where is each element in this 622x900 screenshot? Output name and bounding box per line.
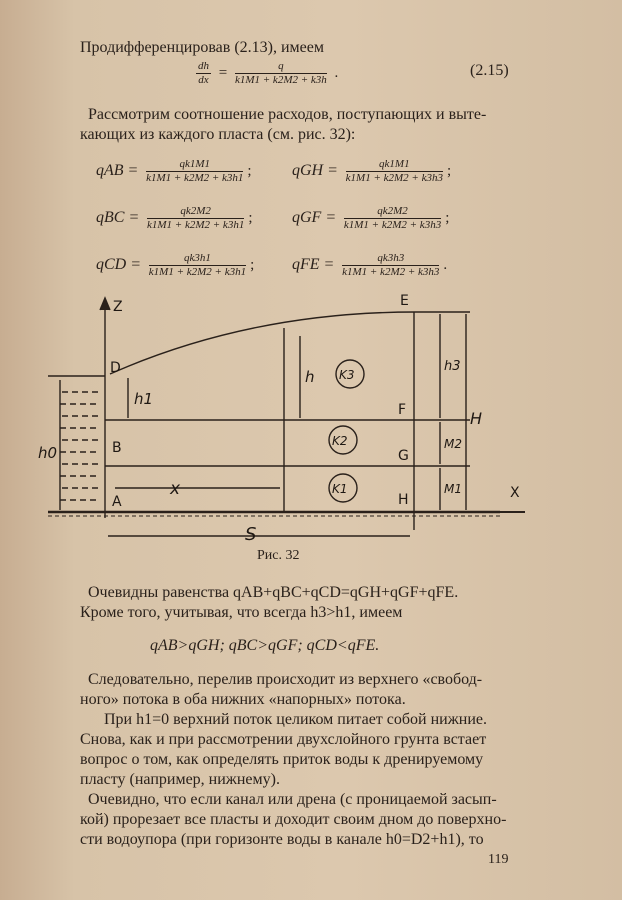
dim-s: S [245,524,257,545]
eq-qgf: qGF = $\frac{qk2M2}{k1M1 + k2M2 + k3h3}$ ; [292,205,450,231]
z-axis-label: Z [113,299,123,315]
point-h: H [398,492,409,508]
text-line-4: Очевидны равенства qAB+qBC+qCD=qGH+qGF+qFE. [88,584,459,601]
layer-k2: K2 [332,434,348,448]
point-f: F [398,402,407,418]
eq-qbc: qBC = $\frac{qk2M2}{k1M1 + k2M2 + k3h1}$ ; [96,205,253,231]
text-line-14: кой) прорезает все пласты и доходит своим дном до поверхно- [80,811,507,828]
point-a: A [112,494,122,510]
point-g: G [398,448,409,464]
text-line-3: кающих из каждого пласта (см. рис. 32): [80,126,356,143]
text-line-7: Следовательно, перелив происходит из верхнего «свобод- [88,671,483,688]
text-line-9: При h1=0 верхний поток целиком питает собой нижние. [104,711,488,728]
point-b: B [112,440,122,456]
eq-qgh: qGH = $\frac{qk1M1}{k1M1 + k2M2 + k3h3}$ ; [292,158,452,184]
text-line-10: Снова, как и при рассмотрении двухслойного грунта встает [80,731,487,748]
layer-k1: K1 [332,482,348,496]
dh-dx-fraction: $\frac{dh}{dx}$ [198,60,209,86]
figure-caption: Рис. 32 [257,548,300,563]
dim-h1: h1 [134,390,154,408]
dim-h: h [305,368,315,386]
text-line-5: Кроме того, учитывая, что всегда h3>h1, имеем [80,604,403,621]
dim-x: x [170,479,181,499]
text-line-11: вопрос о том, как определять приток воды к дренируемому [80,751,484,768]
equation-2-15: $\frac{dh}{dx}$ = $\frac{q}{k1M1 + k2M2 + k3h}$ . [198,60,339,86]
text-line-2: Рассмотрим соотношение расходов, поступающих и выте- [88,106,487,123]
rhs-fraction: $\frac{q}{k1M1 + k2M2 + k3h}$ [234,60,327,86]
text-line-13: Очевидно, что если канал или дрена (с проницаемой засып- [88,791,497,808]
text-line-12: пласту (например, нижнему). [80,771,280,788]
inequalities: qAB>qGH; qBC>qGF; qCD<qFE. [150,637,380,654]
page-number: 119 [488,852,509,867]
eq-qab: qAB = $\frac{qk1M1}{k1M1 + k2M2 + k3h1}$ ; [96,158,252,184]
equation-number: (2.15) [470,62,509,79]
x-axis-label: X [510,485,520,501]
dim-H: H [470,409,483,428]
dim-m2: M2 [444,437,462,451]
eq-qcd: qCD = $\frac{qk3h1}{k1M1 + k2M2 + k3h1}$ ; [96,252,255,278]
layer-k3: K3 [339,368,355,382]
dim-h3: h3 [444,359,461,374]
text-line-8: ного» потока в оба нижних «напорных» потока. [80,691,406,708]
dim-m1: M1 [444,482,462,496]
eq-qfe: qFE = $\frac{qk3h3}{k1M1 + k2M2 + k3h3}$ . [292,252,448,278]
point-e: E [400,293,409,309]
text-line-15: сти водоупора (при горизонте воды в канале h0=D2+h1), то [80,831,484,848]
dim-h0: h0 [38,444,58,462]
point-d: D [110,360,121,376]
text-line-1: Продифференцировав (2.13), имеем [80,39,324,56]
